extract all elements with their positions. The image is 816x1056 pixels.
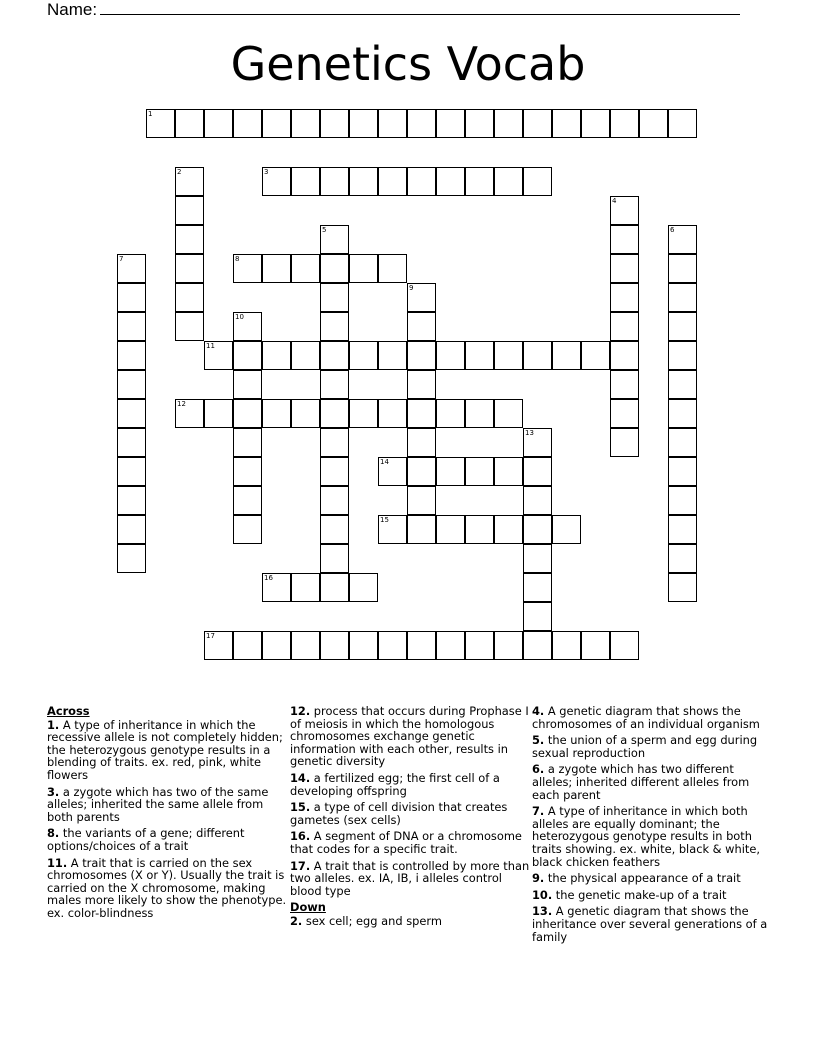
crossword-cell[interactable] xyxy=(668,457,697,486)
crossword-cell[interactable] xyxy=(436,515,465,544)
crossword-cell[interactable] xyxy=(233,457,262,486)
crossword-cell[interactable] xyxy=(204,109,233,138)
crossword-cell[interactable] xyxy=(494,515,523,544)
clue-item-number: 15. xyxy=(290,800,311,815)
crossword-cell[interactable] xyxy=(117,544,146,573)
crossword-cell[interactable] xyxy=(291,573,320,602)
clue-item-number: 13. xyxy=(532,904,553,919)
crossword-cell[interactable] xyxy=(349,254,378,283)
crossword-cell[interactable] xyxy=(262,341,291,370)
crossword-cell[interactable] xyxy=(262,109,291,138)
crossword-cell[interactable] xyxy=(552,515,581,544)
crossword-cell[interactable] xyxy=(349,631,378,660)
clue-number: 7 xyxy=(119,255,124,263)
crossword-cell[interactable] xyxy=(291,399,320,428)
clue-number: 14 xyxy=(380,458,389,466)
crossword-cell[interactable] xyxy=(320,341,349,370)
crossword-cell[interactable] xyxy=(233,515,262,544)
crossword-cell[interactable] xyxy=(465,399,494,428)
crossword-cell[interactable] xyxy=(233,254,262,283)
crossword-cell[interactable] xyxy=(320,515,349,544)
crossword-cell[interactable] xyxy=(668,109,697,138)
crossword-cell[interactable] xyxy=(320,457,349,486)
crossword-cell[interactable] xyxy=(552,341,581,370)
crossword-cell[interactable] xyxy=(523,515,552,544)
crossword-cell[interactable] xyxy=(291,167,320,196)
crossword-cell[interactable] xyxy=(407,167,436,196)
crossword-cell[interactable] xyxy=(436,457,465,486)
crossword-cell[interactable] xyxy=(494,457,523,486)
down-heading: Down xyxy=(290,900,326,915)
clue-item-text: the union of a sperm and egg during sexual reproduction xyxy=(532,733,758,760)
crossword-cell[interactable] xyxy=(494,341,523,370)
crossword-cell[interactable] xyxy=(523,341,552,370)
clue-item-number: 10. xyxy=(532,887,553,902)
clue-item-number: 6. xyxy=(532,762,545,777)
crossword-cell[interactable] xyxy=(610,109,639,138)
crossword-cell[interactable] xyxy=(320,631,349,660)
clue-item-text: a type of cell division that creates gametes (sex cells) xyxy=(290,800,508,827)
clue-item-text: A type of inheritance in which the recessive allele is not completely hidden; the heterozygous genotype results in a blending of traits. ex. red, pink, white flowers xyxy=(47,717,283,782)
clue-number: 11 xyxy=(206,342,215,350)
crossword-cell[interactable] xyxy=(581,341,610,370)
clues-column-2 xyxy=(290,705,530,932)
clue-number: 5 xyxy=(322,226,327,234)
name-label: Name: xyxy=(47,0,98,19)
crossword-cell[interactable] xyxy=(436,631,465,660)
clue-item-number: 3. xyxy=(47,784,60,799)
clue-item-text: process that occurs during Prophase I of meiosis in which the homologous chromosomes exchange genetic information with each other, results in genetic diversity xyxy=(290,704,529,769)
crossword-cell[interactable] xyxy=(668,312,697,341)
crossword-cell[interactable] xyxy=(117,341,146,370)
clue-item xyxy=(47,857,287,920)
crossword-cell[interactable] xyxy=(291,109,320,138)
clue-number: 13 xyxy=(525,429,534,437)
crossword-cell[interactable] xyxy=(610,225,639,254)
crossword-cell[interactable] xyxy=(175,283,204,312)
crossword-cell[interactable] xyxy=(552,109,581,138)
clue-item xyxy=(532,905,772,943)
crossword-cell[interactable] xyxy=(465,631,494,660)
crossword-cell[interactable] xyxy=(523,631,552,660)
clue-item-text: sex cell; egg and sperm xyxy=(302,913,442,928)
crossword-cell[interactable] xyxy=(378,341,407,370)
crossword-cell[interactable] xyxy=(320,312,349,341)
crossword-cell[interactable] xyxy=(436,399,465,428)
crossword-cell[interactable] xyxy=(262,573,291,602)
crossword-cell[interactable] xyxy=(117,515,146,544)
crossword-cell[interactable] xyxy=(465,167,494,196)
crossword-cell[interactable] xyxy=(610,370,639,399)
crossword-cell[interactable] xyxy=(407,283,436,312)
clue-item-number: 5. xyxy=(532,733,545,748)
clue-item xyxy=(290,801,530,826)
clue-item-number: 8. xyxy=(47,826,60,841)
clue-item-text: the variants of a gene; different options/choices of a trait xyxy=(47,826,245,853)
crossword-cell[interactable] xyxy=(175,196,204,225)
crossword-cell[interactable] xyxy=(523,573,552,602)
crossword-cell[interactable] xyxy=(320,399,349,428)
clue-item xyxy=(532,763,772,801)
crossword-cell[interactable] xyxy=(407,312,436,341)
clue-item xyxy=(290,772,530,797)
crossword-cell[interactable] xyxy=(407,515,436,544)
crossword-cell[interactable] xyxy=(117,312,146,341)
crossword-cell[interactable] xyxy=(117,428,146,457)
crossword-cell[interactable] xyxy=(436,109,465,138)
clue-item-number: 4. xyxy=(532,704,545,718)
clue-item xyxy=(47,827,287,852)
crossword-cell[interactable] xyxy=(349,573,378,602)
crossword-cell[interactable] xyxy=(320,254,349,283)
crossword-cell[interactable] xyxy=(175,399,204,428)
crossword-cell[interactable] xyxy=(349,109,378,138)
clue-number: 3 xyxy=(264,168,269,176)
crossword-cell[interactable] xyxy=(436,341,465,370)
crossword-cell[interactable] xyxy=(610,399,639,428)
crossword-cell[interactable] xyxy=(349,167,378,196)
crossword-cell[interactable] xyxy=(233,399,262,428)
clue-number: 17 xyxy=(206,632,215,640)
crossword-cell[interactable] xyxy=(146,109,175,138)
clue-item xyxy=(532,805,772,868)
clue-number: 8 xyxy=(235,255,240,263)
crossword-cell[interactable] xyxy=(320,370,349,399)
crossword-cell[interactable] xyxy=(465,457,494,486)
crossword-cell[interactable] xyxy=(407,457,436,486)
crossword-cell[interactable] xyxy=(407,399,436,428)
crossword-cell[interactable] xyxy=(378,399,407,428)
crossword-cell[interactable] xyxy=(378,515,407,544)
crossword-cell[interactable] xyxy=(407,370,436,399)
crossword-cell[interactable] xyxy=(320,486,349,515)
crossword-cell[interactable] xyxy=(175,167,204,196)
crossword-cell[interactable] xyxy=(523,109,552,138)
clue-item-number: 14. xyxy=(290,770,311,785)
crossword-cell[interactable] xyxy=(117,486,146,515)
crossword-cell[interactable] xyxy=(523,428,552,457)
clue-item-text: the genetic make-up of a trait xyxy=(552,887,727,902)
crossword-cell[interactable] xyxy=(320,225,349,254)
clue-item xyxy=(532,734,772,759)
crossword-cell[interactable] xyxy=(668,225,697,254)
clue-item-number: 2. xyxy=(290,913,303,928)
crossword-cell[interactable] xyxy=(465,341,494,370)
crossword-cell[interactable] xyxy=(407,486,436,515)
clue-item-number: 17. xyxy=(290,858,311,873)
crossword-cell[interactable] xyxy=(523,544,552,573)
crossword-cell[interactable] xyxy=(494,167,523,196)
clue-item-number: 1. xyxy=(47,717,60,732)
clue-number: 4 xyxy=(612,197,617,205)
clue-item-text: a zygote which has two of the same alleles; inherited the same allele from both parents xyxy=(47,784,269,824)
crossword-cell[interactable] xyxy=(233,428,262,457)
crossword-cell[interactable] xyxy=(320,167,349,196)
crossword-cell[interactable] xyxy=(610,428,639,457)
clue-item xyxy=(290,860,530,898)
crossword-cell[interactable] xyxy=(523,457,552,486)
clue-item-number: 9. xyxy=(532,871,545,886)
clue-item-number: 12. xyxy=(290,704,311,718)
crossword-cell[interactable] xyxy=(407,109,436,138)
crossword-cell[interactable] xyxy=(523,167,552,196)
crossword-cell[interactable] xyxy=(668,573,697,602)
crossword-cell[interactable] xyxy=(494,109,523,138)
crossword-cell[interactable] xyxy=(117,254,146,283)
crossword-cell[interactable] xyxy=(117,283,146,312)
crossword-cell[interactable] xyxy=(233,312,262,341)
crossword-cell[interactable] xyxy=(610,196,639,225)
crossword-cell[interactable] xyxy=(494,631,523,660)
crossword-cell[interactable] xyxy=(407,428,436,457)
clue-item xyxy=(47,719,287,782)
crossword-cell[interactable] xyxy=(291,341,320,370)
clue-item xyxy=(532,889,772,902)
crossword-cell[interactable] xyxy=(378,109,407,138)
crossword-cell[interactable] xyxy=(349,399,378,428)
crossword-cell[interactable] xyxy=(668,544,697,573)
clues-column-3 xyxy=(532,705,772,947)
crossword-cell[interactable] xyxy=(610,312,639,341)
clue-number: 1 xyxy=(148,110,153,118)
crossword-cell[interactable] xyxy=(378,254,407,283)
clue-item xyxy=(290,705,530,768)
clue-number: 6 xyxy=(670,226,675,234)
crossword-cell[interactable] xyxy=(378,631,407,660)
crossword-cell[interactable] xyxy=(407,631,436,660)
clue-item-text: A genetic diagram that shows the inheritance over several generations of a family xyxy=(532,904,768,944)
crossword-cell[interactable] xyxy=(117,457,146,486)
crossword-cell[interactable] xyxy=(233,370,262,399)
clues-column-1 xyxy=(47,705,287,924)
crossword-cell[interactable] xyxy=(291,631,320,660)
clue-item-text: A type of inheritance in which both alleles are equally dominant; the heterozygous genotype results in both traits showing. ex. white, black & white, black chicken feathers xyxy=(532,804,760,869)
crossword-cell[interactable] xyxy=(610,283,639,312)
crossword-cell[interactable] xyxy=(465,515,494,544)
crossword-cell[interactable] xyxy=(204,341,233,370)
crossword-cell[interactable] xyxy=(320,573,349,602)
crossword-cell[interactable] xyxy=(668,254,697,283)
crossword-cell[interactable] xyxy=(320,109,349,138)
crossword-cell[interactable] xyxy=(117,399,146,428)
across-heading: Across xyxy=(47,704,90,718)
clue-number: 9 xyxy=(409,284,414,292)
clue-item xyxy=(290,830,530,855)
crossword-cell[interactable] xyxy=(610,254,639,283)
clue-item-number: 11. xyxy=(47,855,68,870)
clue-item xyxy=(532,872,772,885)
crossword-cell[interactable] xyxy=(233,109,262,138)
crossword-cell[interactable] xyxy=(668,428,697,457)
crossword-cell[interactable] xyxy=(262,631,291,660)
crossword-cell[interactable] xyxy=(233,631,262,660)
clue-item-text: the physical appearance of a trait xyxy=(544,871,741,886)
crossword-cell[interactable] xyxy=(668,283,697,312)
crossword-cell[interactable] xyxy=(262,399,291,428)
crossword-cell[interactable] xyxy=(175,312,204,341)
crossword-cell[interactable] xyxy=(610,631,639,660)
crossword-cell[interactable] xyxy=(378,457,407,486)
crossword-cell[interactable] xyxy=(552,631,581,660)
crossword-cell[interactable] xyxy=(320,544,349,573)
page-title: Genetics Vocab xyxy=(230,37,586,91)
clue-item-number: 16. xyxy=(290,829,311,844)
crossword-cell[interactable] xyxy=(117,370,146,399)
crossword-cell[interactable] xyxy=(610,341,639,370)
crossword-cell[interactable] xyxy=(523,486,552,515)
crossword-cell[interactable] xyxy=(494,399,523,428)
crossword-cell[interactable] xyxy=(668,486,697,515)
clue-number: 12 xyxy=(177,400,186,408)
crossword-cell[interactable] xyxy=(581,631,610,660)
crossword-cell[interactable] xyxy=(349,341,378,370)
crossword-cell[interactable] xyxy=(668,341,697,370)
clue-item xyxy=(532,705,772,730)
crossword-cell[interactable] xyxy=(175,254,204,283)
crossword-cell[interactable] xyxy=(378,167,407,196)
clue-number: 16 xyxy=(264,574,273,582)
clue-number: 2 xyxy=(177,168,182,176)
crossword-cell[interactable] xyxy=(204,631,233,660)
crossword-cell[interactable] xyxy=(639,109,668,138)
crossword-cell[interactable] xyxy=(320,428,349,457)
clue-item-number: 7. xyxy=(532,804,545,819)
crossword-cell[interactable] xyxy=(262,254,291,283)
crossword-cell[interactable] xyxy=(668,515,697,544)
clue-item-text: a zygote which has two different alleles; inherited different alleles from each parent xyxy=(532,762,750,802)
crossword-cell[interactable] xyxy=(175,109,204,138)
crossword-cell[interactable] xyxy=(523,602,552,631)
crossword-cell[interactable] xyxy=(175,225,204,254)
crossword-cell[interactable] xyxy=(291,254,320,283)
crossword-cell[interactable] xyxy=(233,341,262,370)
crossword-cell[interactable] xyxy=(407,341,436,370)
clue-number: 15 xyxy=(380,516,389,524)
clue-item xyxy=(290,915,530,928)
crossword-cell[interactable] xyxy=(262,167,291,196)
crossword-cell[interactable] xyxy=(320,283,349,312)
crossword-cell[interactable] xyxy=(204,399,233,428)
clue-number: 10 xyxy=(235,313,244,321)
crossword-cell[interactable] xyxy=(668,370,697,399)
crossword-cell[interactable] xyxy=(465,109,494,138)
clue-item xyxy=(47,786,287,824)
clue-item-text: A genetic diagram that shows the chromosomes of an individual organism xyxy=(532,704,760,731)
crossword-cell[interactable] xyxy=(668,399,697,428)
clue-item-text: A trait that is controlled by more than two alleles. ex. IA, IB, i alleles control blood type xyxy=(290,858,530,898)
crossword-cell[interactable] xyxy=(233,486,262,515)
clue-item-text: A trait that is carried on the sex chromosomes (X or Y). Usually the trait is carried on the X chromosome, making males more likely to show the phenotype. ex. color-blindness xyxy=(47,855,287,920)
crossword-cell[interactable] xyxy=(581,109,610,138)
crossword-cell[interactable] xyxy=(436,167,465,196)
clue-item-text: a fertilized egg; the first cell of a developing offspring xyxy=(290,770,500,798)
clue-item-text: A segment of DNA or a chromosome that codes for a specific trait. xyxy=(290,829,522,856)
